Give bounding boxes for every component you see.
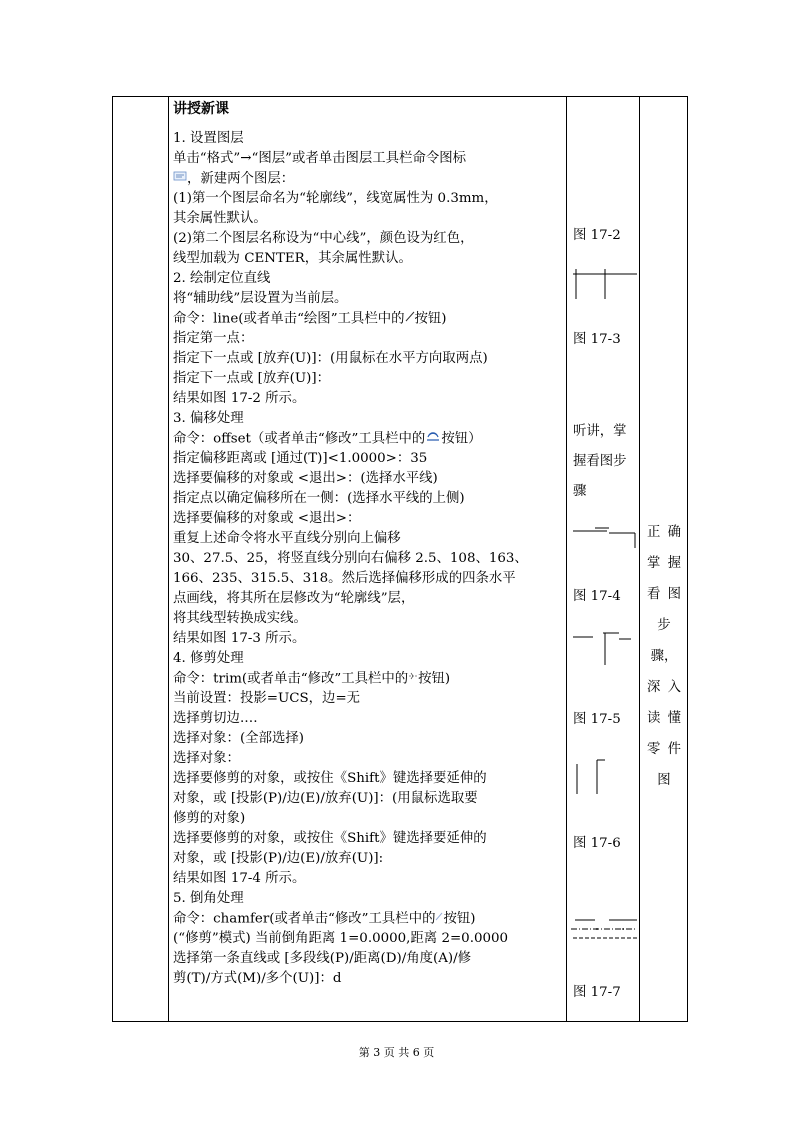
text-line: ，新建两个图层： <box>173 169 565 189</box>
text-line: 选择要修剪的对象，或按住《Shift》键选择要延伸的 <box>173 771 487 786</box>
figure-17-5-sketch <box>573 760 639 796</box>
text-line: 选择剪切边.… <box>173 711 258 726</box>
line-icon <box>405 309 415 329</box>
text-line: 单击“格式”→“图层”或者单击图层工具栏命令图标 <box>173 151 467 166</box>
text-line: 对象，或 [投影(P)/边(E)/放弃(U)]：(用鼠标选取要 <box>173 791 478 806</box>
column-divider <box>639 97 640 1021</box>
text-line: 结果如图 17-2 所示。 <box>173 391 306 406</box>
figure-label: 图 17-2 <box>573 228 621 243</box>
text-line: 命令：line(或者单击“绘图”工具栏中的 按钮) <box>173 309 565 329</box>
trim-icon <box>408 669 418 689</box>
figure-label: 图 17-3 <box>573 332 621 347</box>
text-line: (1)第一个图层命名为“轮廓线”，线宽属性为 0.3mm， <box>173 191 498 206</box>
text-line: 选择第一条直线或 [多段线(P)/距离(D)/角度(A)/修 <box>173 951 472 966</box>
text-line: 命令：trim(或者单击“修改”工具栏中的 按钮) <box>173 669 565 689</box>
text-line: 166、235、315.5、318。然后选择偏移形成的四条水平 <box>173 571 516 586</box>
page-footer: 第 3 页 共 6 页 <box>358 1046 435 1059</box>
text-line: 修剪的对象) <box>173 811 246 826</box>
section-title: 讲授新课 <box>173 101 229 117</box>
text-line: 指定第一点： <box>173 331 254 346</box>
text-line: 5. 倒角处理 <box>173 891 244 906</box>
text-line: (“修剪”模式) 当前倒角距离 1=0.0000,距离 2=0.0000 <box>173 931 509 946</box>
figure-17-6-sketch <box>571 916 639 946</box>
layer-icon <box>173 169 187 189</box>
text-line: 将“辅助线”层设置为当前层。 <box>173 291 348 306</box>
figure-label: 图 17-7 <box>573 985 621 1000</box>
text-line: 指定点以确定偏移所在一侧：(选择水平线的上侧) <box>173 491 465 506</box>
teaching-goal: 正 确 掌 握 看 图 步 骤， 深 入 读 懂 零 件 图 <box>647 525 681 788</box>
text-line: 当前设置：投影=UCS，边=无 <box>173 691 361 706</box>
figure-17-4-sketch <box>573 631 639 667</box>
text-line: 结果如图 17-4 所示。 <box>173 871 306 886</box>
text-line: 剪(T)/方式(M)/多个(U)]：d <box>173 971 342 986</box>
method-note: 听讲，掌 握看图步 骤 <box>573 424 627 499</box>
column-divider <box>566 97 567 1021</box>
text-line: 命令：offset（或者单击“修改”工具栏中的 按钮） <box>173 429 565 449</box>
text-line: 选择要偏移的对象或 <退出>： <box>173 511 361 526</box>
text-line: 选择要偏移的对象或 <退出>：(选择水平线) <box>173 471 438 486</box>
column-divider <box>168 97 169 1021</box>
lesson-table <box>112 96 688 1022</box>
text-line: 指定下一点或 [放弃(U)]： <box>173 371 330 386</box>
offset-icon <box>425 429 441 449</box>
text-line: 其余属性默认。 <box>173 211 267 226</box>
figure-label: 图 17-4 <box>573 589 621 604</box>
text-line: 3. 偏移处理 <box>173 411 244 426</box>
text-line: 选择对象：(全部选择) <box>173 731 304 746</box>
text-line: 指定下一点或 [放弃(U)]：(用鼠标在水平方向取两点) <box>173 351 488 366</box>
text-line: 结果如图 17-3 所示。 <box>173 631 306 646</box>
text-line: 选择对象： <box>173 751 240 766</box>
figure-17-3-sketch <box>573 522 639 550</box>
text-line: (2)第二个图层名称设为“中心线”，颜色设为红色， <box>173 231 474 246</box>
text-line: 对象，或 [投影(P)/边(E)/放弃(U)]: <box>173 851 384 866</box>
text-line: 指定偏移距离或 [通过(T)]<1.0000>：35 <box>173 451 428 466</box>
figure-17-2-sketch <box>573 269 639 301</box>
text-line: 30、27.5、25，将竖直线分别向右偏移 2.5、108、163、 <box>173 551 528 566</box>
figure-label: 图 17-6 <box>573 836 621 851</box>
lesson-content <box>173 99 565 989</box>
figure-label: 图 17-5 <box>573 712 621 727</box>
text-line: 选择要修剪的对象，或按住《Shift》键选择要延伸的 <box>173 831 487 846</box>
text-line: 2. 绘制定位直线 <box>173 271 271 286</box>
text-line: 命令：chamfer(或者单击“修改”工具栏中的 按钮) <box>173 909 565 929</box>
text-line: 将其线型转换成实线。 <box>173 611 307 626</box>
text-line: 点画线，将其所在层修改为“轮廓线”层， <box>173 591 415 606</box>
text-line: 4. 修剪处理 <box>173 651 244 666</box>
text-line: 重复上述命令将水平直线分别向上偏移 <box>173 531 401 546</box>
text-line: 线型加载为 CENTER，其余属性默认。 <box>173 251 412 266</box>
text-line: 1. 设置图层 <box>173 131 244 146</box>
